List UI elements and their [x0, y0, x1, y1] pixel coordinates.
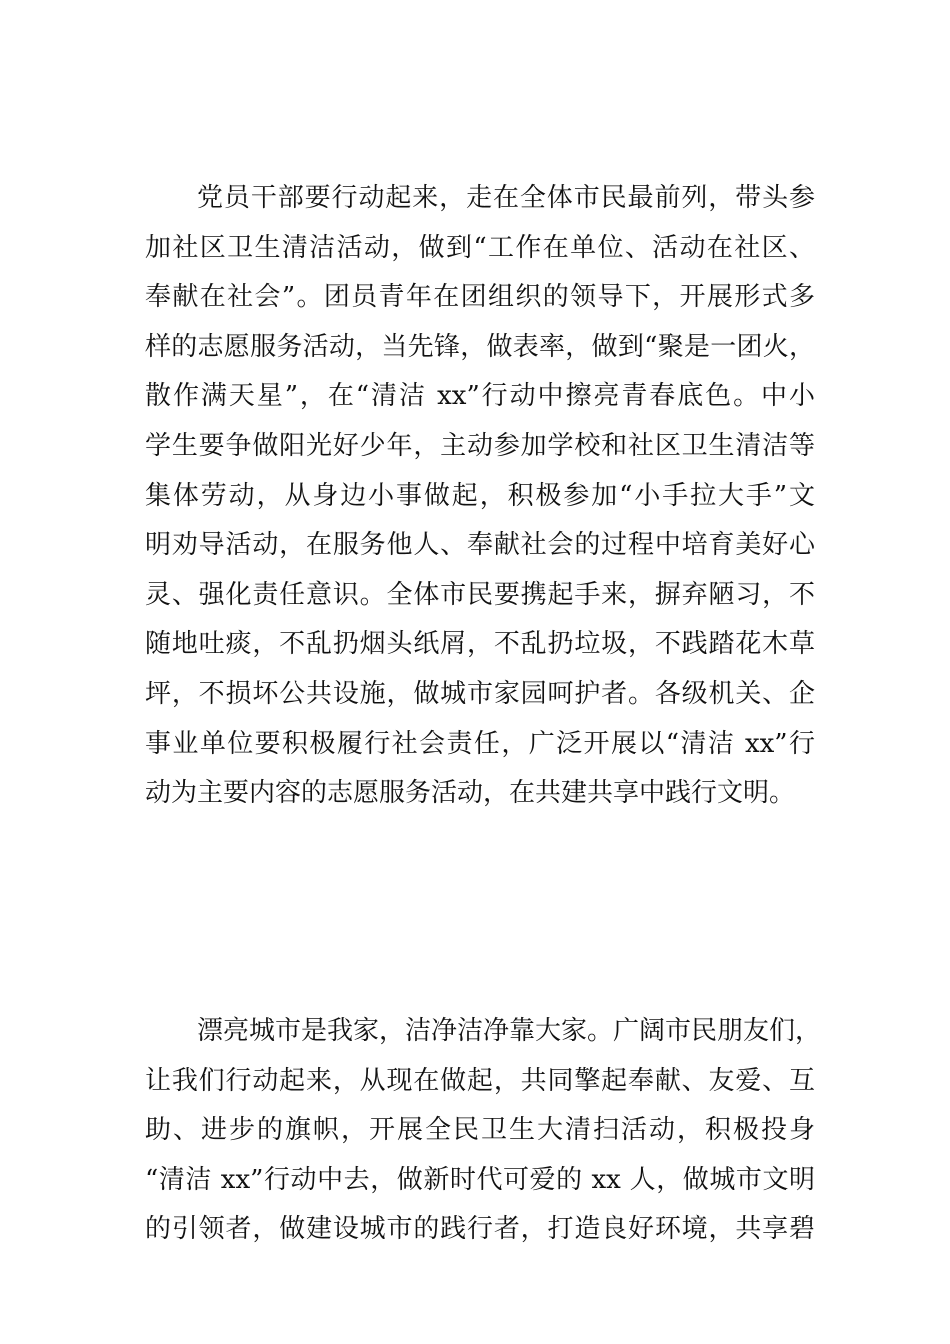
- text-line: 样的志愿服务活动，当先锋，做表率，做到“聚是一团火，: [145, 331, 815, 362]
- text-line: 灵、强化责任意识。全体市民要携起手来，摒弃陋习，不: [145, 579, 815, 610]
- text-line: 漂亮城市是我家，洁净洁净靠大家。广阔市民朋友们，: [197, 1016, 822, 1046]
- text-line: 集体劳动，从身边小事做起，积极参加“小手拉大手”文: [145, 480, 815, 511]
- text-line: 加社区卫生清洁活动，做到“工作在单位、活动在社区、: [145, 232, 815, 263]
- paragraph-2: [145, 1011, 822, 1259]
- paragraph-1: [145, 178, 815, 823]
- text-line: 奉献在社会”。团员青年在团组织的领导下，开展形式多: [145, 282, 815, 313]
- text-line: 党员干部要行动起来，走在全体市民最前列，带头参: [197, 183, 815, 213]
- text-line: 坪，不损坏公共设施，做城市家园呵护者。各级机关、企: [145, 678, 815, 709]
- text-line: 散作满天星”，在“清洁 xx”行动中擦亮青春底色。中小: [145, 381, 815, 412]
- text-line: 事业单位要积极履行社会责任，广泛开展以“清洁 xx”行: [145, 728, 815, 759]
- text-line: 明劝导活动，在服务他人、奉献社会的过程中培育美好心: [145, 530, 815, 561]
- text-line: 的引领者，做建设城市的践行者，打造良好环境，共享碧: [145, 1214, 815, 1245]
- text-line: 随地吐痰，不乱扔烟头纸屑，不乱扔垃圾，不践踏花木草: [145, 629, 815, 660]
- text-line: “清洁 xx”行动中去，做新时代可爱的 xx 人，做城市文明: [145, 1164, 815, 1195]
- text-line: 动为主要内容的志愿服务活动，在共建共享中践行文明。: [145, 778, 796, 809]
- text-line: 助、进步的旗帜，开展全民卫生大清扫活动，积极投身: [145, 1115, 815, 1146]
- text-line: 学生要争做阳光好少年，主动参加学校和社区卫生清洁等: [145, 430, 815, 461]
- text-line: 让我们行动起来，从现在做起，共同擎起奉献、友爱、互: [145, 1065, 815, 1096]
